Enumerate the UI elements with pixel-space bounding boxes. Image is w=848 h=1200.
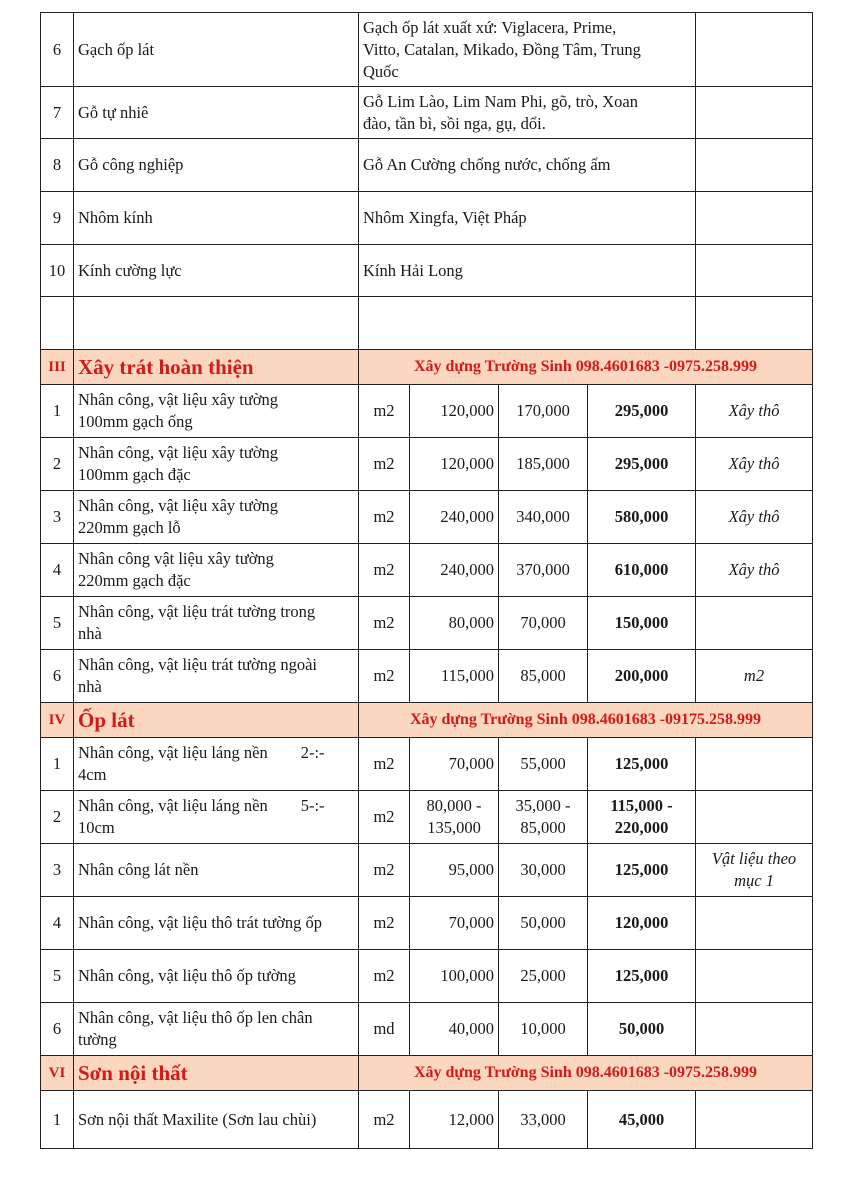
cell-line: 120,000: [440, 401, 494, 420]
material-price: [499, 385, 588, 438]
cell-line: 30,000: [520, 860, 566, 879]
cell-line: Xây thô: [728, 401, 780, 420]
table-row: [41, 597, 813, 650]
material-price: [499, 597, 588, 650]
row-number: 1: [41, 738, 74, 791]
cell-line: 150,000: [614, 613, 669, 632]
row-number: 2: [41, 438, 74, 491]
cell-line: 125,000: [614, 860, 669, 879]
labor-price: [410, 544, 499, 597]
row-number: 7: [41, 87, 74, 139]
cell-line: 125,000: [614, 966, 669, 985]
labor-price: [410, 738, 499, 791]
cell-line: 50,000: [618, 1019, 665, 1038]
cell-line: 55,000: [520, 754, 566, 773]
cell-line: 100mm gạch đặc: [78, 465, 191, 484]
cell-line: 70,000: [520, 613, 566, 632]
unit-cell: m2: [359, 1091, 410, 1149]
labor-price: [410, 650, 499, 703]
total-price: [588, 791, 696, 844]
table-row: [41, 1003, 813, 1056]
cell-line: Nhân công, vật liệu thô ốp tường: [78, 966, 296, 985]
material-origin: [359, 192, 696, 245]
unit-cell: m2: [359, 950, 410, 1003]
cell-line: 200,000: [614, 666, 669, 685]
unit-cell: m2: [359, 738, 410, 791]
section-header: [41, 703, 813, 738]
cell-line: 115,000: [440, 666, 494, 685]
material-row: [41, 13, 813, 87]
row-number: 6: [41, 1003, 74, 1056]
row-number: 6: [41, 13, 74, 87]
section-title: Xây trát hoàn thiện: [74, 350, 359, 385]
total-price: [588, 844, 696, 897]
item-description: [74, 491, 359, 544]
cell-line: Nhân công, vật liệu trát tường ngoài: [78, 655, 317, 674]
note-cell: [696, 13, 813, 87]
note-cell: [696, 192, 813, 245]
row-number: 2: [41, 791, 74, 844]
labor-price: [410, 1091, 499, 1149]
labor-price: [410, 844, 499, 897]
cell-line: Nhôm Xingfa, Việt Pháp: [363, 208, 527, 227]
cell-line: 240,000: [440, 560, 494, 579]
section-contact: Xây dựng Trường Sinh 098.4601683 -0975.258.999: [359, 1056, 813, 1091]
note-cell: [696, 87, 813, 139]
cell-line: Kính Hải Long: [363, 260, 463, 280]
material-name: Gỗ công nghiệp: [74, 139, 359, 192]
unit-cell: m2: [359, 597, 410, 650]
section-header: [41, 350, 813, 385]
section-number: III: [41, 350, 74, 385]
total-price: [588, 897, 696, 950]
note-cell: [696, 844, 813, 897]
cell-line: 610,000: [614, 560, 669, 579]
note-cell: [696, 491, 813, 544]
cell-line: Nhân công vật liệu xây tường: [78, 549, 274, 568]
cell-line: 370,000: [516, 560, 570, 579]
note-cell: [696, 438, 813, 491]
cell-line: Xây thô: [728, 560, 780, 579]
cell-line: Nhân công, vật liệu xây tường: [78, 496, 279, 515]
labor-price: [410, 897, 499, 950]
empty-cell: [74, 297, 359, 350]
unit-cell: md: [359, 1003, 410, 1056]
note-cell: [696, 245, 813, 297]
table-row: [41, 438, 813, 491]
section-contact: Xây dựng Trường Sinh 098.4601683 -0975.258.999: [359, 350, 813, 385]
cell-line: 4cm: [78, 765, 107, 784]
cell-line: Gỗ An Cường chống nước, chống ẩm: [363, 155, 611, 174]
cell-line: 220,000: [614, 818, 669, 837]
note-cell: [696, 738, 813, 791]
cell-line: 33,000: [520, 1109, 566, 1129]
labor-price: [410, 597, 499, 650]
material-origin: [359, 13, 696, 87]
item-description: [74, 597, 359, 650]
cell-line: tường: [78, 1030, 117, 1049]
cell-line: 80,000 -: [426, 796, 482, 815]
cell-line: 340,000: [516, 507, 570, 526]
material-origin: [359, 139, 696, 192]
total-price: [588, 738, 696, 791]
cell-line: Nhân công lát nền: [78, 860, 199, 879]
unit-cell: m2: [359, 544, 410, 597]
item-description: [74, 544, 359, 597]
section-title: Sơn nội thất: [74, 1056, 359, 1091]
cell-line: m2: [743, 666, 765, 685]
labor-price: [410, 491, 499, 544]
labor-price: [410, 950, 499, 1003]
item-description: [74, 650, 359, 703]
cell-line: 220mm gạch đặc: [78, 571, 191, 590]
cell-line: 100,000: [440, 966, 494, 985]
item-description: [74, 1091, 359, 1149]
cell-line: 120,000: [614, 913, 669, 932]
total-price: [588, 385, 696, 438]
table-row: [41, 1091, 813, 1149]
material-row: [41, 139, 813, 192]
row-number: 1: [41, 385, 74, 438]
total-price: [588, 650, 696, 703]
note-cell: [696, 650, 813, 703]
table-row: [41, 491, 813, 544]
cell-line: 295,000: [614, 401, 669, 420]
cell-line: 40,000: [448, 1019, 494, 1038]
material-price: [499, 844, 588, 897]
row-number: 4: [41, 897, 74, 950]
cell-line: 70,000: [448, 913, 494, 932]
cell-line: 295,000: [614, 454, 669, 473]
total-price: [588, 597, 696, 650]
cell-line: Nhân công, vật liệu trát tường trong: [78, 602, 316, 621]
table-row: [41, 738, 813, 791]
material-row: [41, 245, 813, 297]
material-price: [499, 491, 588, 544]
table-row: [41, 791, 813, 844]
cell-line: Nhân công, vật liệu thô trát tường ốp: [78, 913, 323, 932]
cell-line: Quốc: [363, 61, 399, 81]
empty-cell: [696, 297, 813, 350]
unit-cell: m2: [359, 491, 410, 544]
material-price: [499, 791, 588, 844]
cell-line: 50,000: [520, 913, 566, 932]
empty-row: [41, 297, 813, 350]
price-table: [40, 12, 813, 1149]
section-header: [41, 1056, 813, 1091]
material-name: Gỗ tự nhiê: [74, 87, 359, 139]
cell-line: 35,000 -: [515, 796, 571, 815]
labor-price: [410, 438, 499, 491]
note-cell: [696, 597, 813, 650]
cell-line: 12,000: [448, 1109, 494, 1129]
material-origin: [359, 245, 696, 297]
cell-line: 25,000: [520, 966, 566, 985]
item-description: [74, 385, 359, 438]
item-description: [74, 738, 359, 791]
item-description: [74, 1003, 359, 1056]
cell-line: Nhân công, vật liệu thô ốp len chân: [78, 1008, 313, 1027]
table-row: [41, 844, 813, 897]
cell-line: đào, tần bì, sồi nga, gụ, dổi.: [363, 113, 546, 133]
unit-cell: m2: [359, 650, 410, 703]
cell-line: nhà: [78, 624, 102, 643]
cell-line: 10cm: [78, 818, 115, 837]
cell-line: Nhân công, vật liệu láng nền 2-:-: [78, 743, 325, 762]
cell-line: 10,000: [520, 1019, 566, 1038]
unit-cell: m2: [359, 844, 410, 897]
total-price: [588, 544, 696, 597]
cell-line: 80,000: [448, 613, 494, 632]
material-price: [499, 1091, 588, 1149]
material-name: Kính cường lực: [74, 245, 359, 297]
cell-line: 115,000 -: [610, 796, 673, 815]
material-name: Nhôm kính: [74, 192, 359, 245]
row-number: 3: [41, 491, 74, 544]
cell-line: Nhân công, vật liệu xây tường: [78, 390, 279, 409]
cell-line: 45,000: [618, 1109, 665, 1129]
table-row: [41, 385, 813, 438]
unit-cell: m2: [359, 897, 410, 950]
table-row: [41, 544, 813, 597]
note-cell: [696, 1003, 813, 1056]
cell-line: 85,000: [520, 818, 566, 837]
item-description: [74, 844, 359, 897]
note-cell: [696, 139, 813, 192]
cell-line: Xây thô: [728, 454, 780, 473]
item-description: [74, 897, 359, 950]
note-cell: [696, 385, 813, 438]
labor-price: [410, 385, 499, 438]
table-row: [41, 897, 813, 950]
cell-line: 240,000: [440, 507, 494, 526]
table-row: [41, 950, 813, 1003]
row-number: 9: [41, 192, 74, 245]
cell-line: 100mm gạch ống: [78, 412, 193, 431]
unit-cell: m2: [359, 385, 410, 438]
row-number: 5: [41, 597, 74, 650]
empty-cell: [41, 297, 74, 350]
item-description: [74, 438, 359, 491]
cell-line: 125,000: [614, 754, 669, 773]
cell-line: 580,000: [614, 507, 669, 526]
cell-line: 85,000: [520, 666, 566, 685]
material-price: [499, 1003, 588, 1056]
cell-line: Xây thô: [728, 507, 780, 526]
row-number: 5: [41, 950, 74, 1003]
cell-line: 170,000: [516, 401, 570, 420]
note-cell: [696, 1091, 813, 1149]
material-price: [499, 738, 588, 791]
unit-cell: m2: [359, 438, 410, 491]
cell-line: Nhân công, vật liệu láng nền 5-:-: [78, 796, 325, 815]
empty-cell: [359, 297, 696, 350]
total-price: [588, 1003, 696, 1056]
item-description: [74, 791, 359, 844]
material-price: [499, 544, 588, 597]
total-price: [588, 950, 696, 1003]
material-name: Gạch ốp lát: [74, 13, 359, 87]
total-price: [588, 1091, 696, 1149]
section-contact: Xây dựng Trường Sinh 098.4601683 -09175.258.999: [359, 703, 813, 738]
total-price: [588, 491, 696, 544]
cell-line: 70,000: [448, 754, 494, 773]
cell-line: 120,000: [440, 454, 494, 473]
cell-line: Gỗ Lim Lào, Lim Nam Phi, gõ, trò, Xoan: [363, 91, 638, 111]
cell-line: mục 1: [734, 871, 774, 890]
material-price: [499, 438, 588, 491]
cell-line: Nhân công, vật liệu xây tường: [78, 443, 279, 462]
labor-price: [410, 791, 499, 844]
note-cell: [696, 897, 813, 950]
table-row: [41, 650, 813, 703]
cell-line: Vitto, Catalan, Mikado, Đồng Tâm, Trung: [363, 39, 641, 59]
cell-line: 220mm gạch lỗ: [78, 518, 181, 537]
row-number: 4: [41, 544, 74, 597]
row-number: 3: [41, 844, 74, 897]
section-number: VI: [41, 1056, 74, 1091]
row-number: 8: [41, 139, 74, 192]
note-cell: [696, 544, 813, 597]
material-origin: [359, 87, 696, 139]
row-number: 1: [41, 1091, 74, 1149]
item-description: [74, 950, 359, 1003]
cell-line: Gạch ốp lát xuất xứ: Viglacera, Prime,: [363, 17, 617, 37]
row-number: 6: [41, 650, 74, 703]
material-row: [41, 192, 813, 245]
row-number: 10: [41, 245, 74, 297]
material-price: [499, 897, 588, 950]
total-price: [588, 438, 696, 491]
material-price: [499, 650, 588, 703]
unit-cell: m2: [359, 791, 410, 844]
cell-line: 185,000: [516, 454, 570, 473]
cell-line: 95,000: [448, 860, 494, 879]
section-number: IV: [41, 703, 74, 738]
cell-line: Vật liệu theo: [711, 849, 797, 868]
material-row: [41, 87, 813, 139]
cell-line: 135,000: [427, 818, 481, 837]
material-price: [499, 950, 588, 1003]
note-cell: [696, 791, 813, 844]
note-cell: [696, 950, 813, 1003]
labor-price: [410, 1003, 499, 1056]
section-title: Ốp lát: [74, 703, 359, 738]
cell-line: nhà: [78, 677, 102, 696]
cell-line: Sơn nội thất Maxilite (Sơn lau chùi): [78, 1109, 317, 1129]
